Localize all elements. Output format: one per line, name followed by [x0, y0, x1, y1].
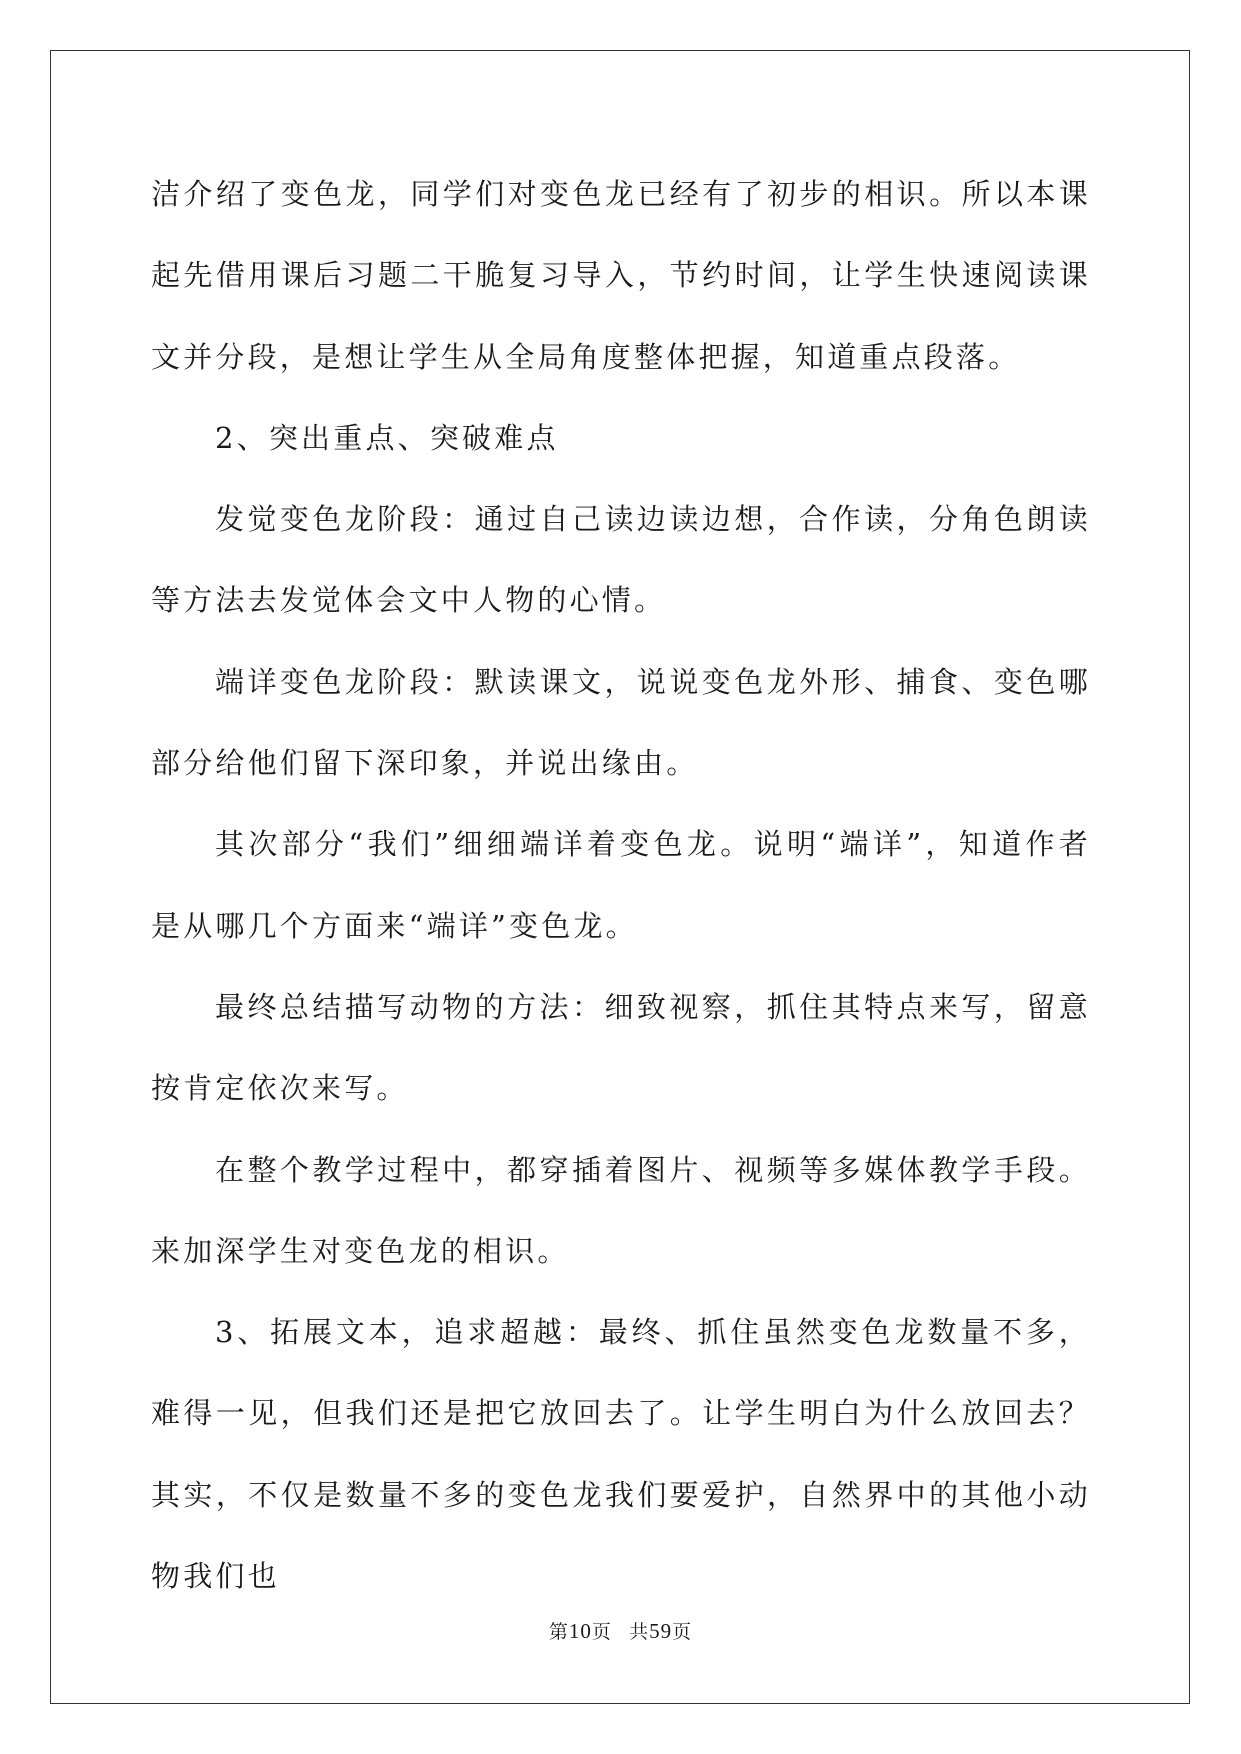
- page-suffix: 页: [591, 1622, 612, 1643]
- total-pages: 59: [649, 1619, 673, 1643]
- total-suffix: 页: [672, 1622, 693, 1643]
- total-prefix: 共: [629, 1622, 650, 1643]
- page-prefix: 第: [548, 1622, 569, 1643]
- section-paragraph-3: 3、拓展文本，追求超越：最终、抓住虽然变色龙数量不多，难得一见，但我们还是把它放回去了。让学生明白为什么放回去？其实，不仅是数量不多的变色龙我们要爱护，自然界中的其他小动物我们也: [151, 1315, 1091, 1594]
- paragraph-5: 其次部分“我们”细细端详着变色龙。说明“端详”，知道作者是从哪几个方面来“端详”变色龙。: [151, 827, 1091, 943]
- paragraph-7: 在整个教学过程中，都穿插着图片、视频等多媒体教学手段。来加深学生对变色龙的相识。: [151, 1152, 1091, 1268]
- document-body: [151, 154, 1091, 1617]
- page-number: 10: [568, 1619, 592, 1643]
- paragraph-3: 发觉变色龙阶段：通过自己读边读边想，合作读，分角色朗读等方法去发觉体会文中人物的心情。: [151, 502, 1091, 618]
- paragraph-4: 端详变色龙阶段：默读课文，说说变色龙外形、捕食、变色哪部分给他们留下深印象，并说出缘由。: [151, 664, 1091, 781]
- page-footer: [0, 1617, 1241, 1644]
- section-heading-2: 2、突出重点、突破难点: [215, 420, 559, 455]
- paragraph-1: 洁介绍了变色龙，同学们对变色龙已经有了初步的相识。所以本课起先借用课后习题二干脆复习导入，节约时间，让学生快速阅读课文并分段，是想让学生从全局角度整体把握，知道重点段落。: [151, 177, 1091, 374]
- paragraph-6: 最终总结描写动物的方法：细致视察，抓住其特点来写，留意按肯定依次来写。: [151, 989, 1091, 1106]
